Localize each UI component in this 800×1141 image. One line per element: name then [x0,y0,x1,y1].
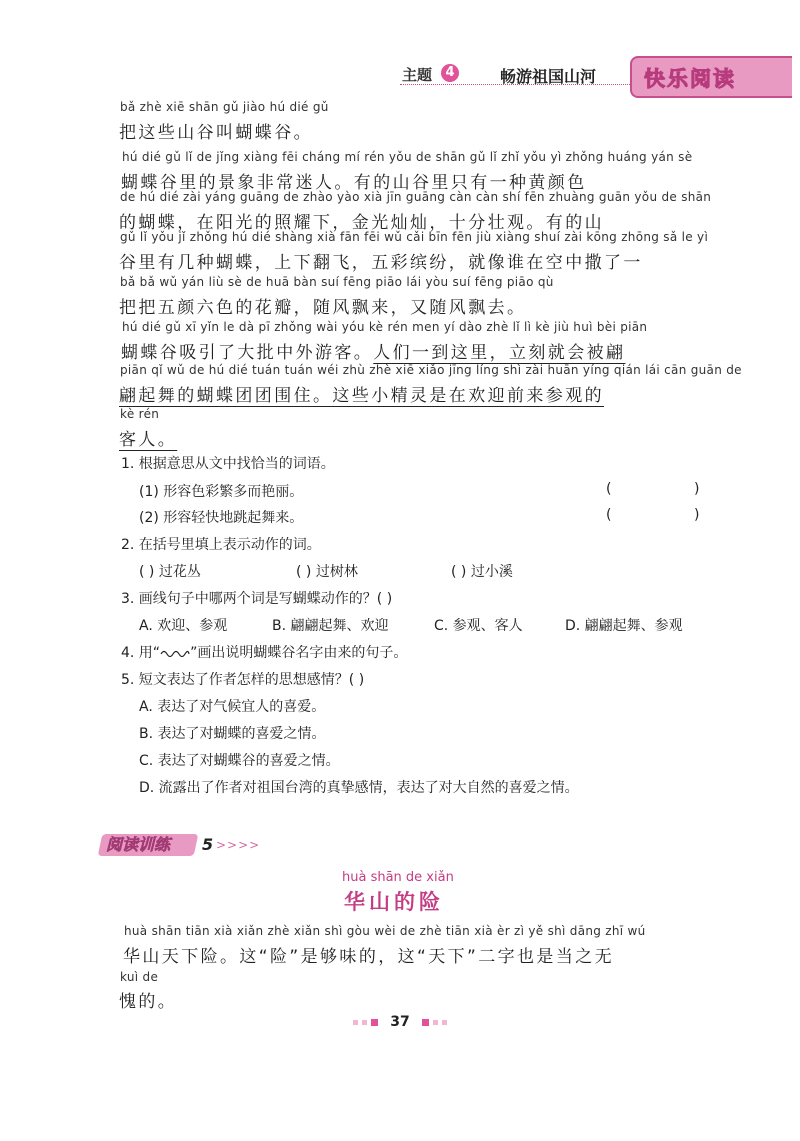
question-2: 2. 在括号里填上表示动作的词。 [121,537,321,553]
pinyin-line: hú dié gǔ xī yǐn le dà pī zhǒng wài yóu kè rén men yí dào zhè lǐ lì kè jiù huì bèi piān [122,320,648,334]
question-5-option-d: D. 流露出了作者对祖国台湾的真挚感情，表达了对大自然的喜爱之情。 [139,780,579,796]
decor-square-icon [433,1020,438,1025]
underlined-sentence: 人们一到这里，立刻就会被翩 [373,343,626,363]
answer-paren-close: ) [694,507,700,523]
pinyin-line: de hú dié zài yáng guāng de zhào yào xià jīn guāng càn càn shí fēn zhuàng guān yǒu de shān [120,190,712,204]
article-title: 华山的险 [344,890,444,914]
text-line: 把这些山谷叫蝴蝶谷。 [119,123,313,143]
pinyin-line: huà shān tiān xià xiǎn zhè xiǎn shì gòu wèi de zhè tiān xià èr zì yě shì dāng zhī wú [124,924,646,938]
decor-square-icon [353,1020,358,1025]
section-header [100,834,261,856]
question-4-suffix: ”画出说明蝴蝶谷名字由来的句子。 [190,645,408,661]
section-header-number: 5 [202,835,214,854]
question-5-option-c: C. 表达了对蝴蝶谷的喜爱之情。 [139,753,340,769]
section-badge-label: 快乐阅读 [644,67,736,91]
text-line: 把把五颜六色的花瓣，随风飘来，又随风飘去。 [119,298,527,318]
pinyin-line: piān qǐ wǔ de hú dié tuán tuán wéi zhù zhè xiē xiǎo jīng líng shì zài huān yíng qián lái cān guān de [120,363,742,377]
decor-square-icon [362,1020,367,1025]
question-3-option-b: B. 翩翩起舞、欢迎 [272,618,389,634]
question-5-option-b: B. 表达了对蝴蝶的喜爱之情。 [139,726,326,742]
section-badge [630,56,792,98]
theme-number-badge: 4 [441,64,459,82]
section-header-label: 阅读训练 [106,835,171,854]
question-3-option-c: C. 参观、客人 [434,618,523,634]
text-line: 华山天下险。这“险”是够味的，这“天下”二字也是当之无 [123,947,615,967]
page-footer [0,1014,800,1030]
pinyin-line: bǎ zhè xiē shān gǔ jiào hú dié gǔ [120,100,329,114]
text-line: 愧的。 [119,992,178,1012]
text-line [121,338,625,363]
article-title-pinyin: huà shān de xiǎn [342,870,454,885]
page-number: 37 [390,1014,410,1030]
pinyin-line: hú dié gǔ lǐ de jǐng xiàng fēi cháng mí rén yǒu de shān gǔ lǐ zhǐ yǒu yì zhǒng huáng yán sè [122,150,693,164]
question-5: 5. 短文表达了作者怎样的思想感情？( ) [121,672,365,688]
question-3-option-a: A. 欢迎、参观 [139,618,228,634]
decor-square-icon [371,1019,378,1026]
question-1-1: (1) 形容色彩繁多而艳丽。 [139,484,304,500]
answer-paren-open: ( [606,507,612,523]
question-2-a: ( ) 过花丛 [139,564,201,580]
section-arrows-icon: >>>> [216,838,261,852]
pinyin-line: kè rén [120,407,160,421]
question-2-b: ( ) 过树林 [296,564,358,580]
question-3: 3. 画线句子中哪两个词是写蝴蝶动作的？( ) [121,591,393,607]
question-2-c: ( ) 过小溪 [451,564,513,580]
question-3-option-d: D. 翩翩起舞、参观 [565,618,683,634]
underlined-sentence: 翩起舞的蝴蝶团团围住。这些小精灵是在欢迎前来参观的 [119,386,604,406]
question-1: 1. 根据意思从文中找恰当的词语。 [121,456,335,472]
wavy-line-icon [160,648,190,658]
question-4 [121,642,407,662]
answer-paren-close: ) [694,481,700,497]
text-line: 蝴蝶谷里的景象非常迷人。有的山谷里只有一种黄颜色 [121,173,587,193]
text-line: 的蝴蝶，在阳光的照耀下，金光灿灿，十分壮观。有的山 [119,213,604,233]
text-segment: 蝴蝶谷吸引了大批中外游客。 [121,343,374,363]
decor-square-icon [422,1019,429,1026]
question-1-2: (2) 形容轻快地跳起舞来。 [139,510,304,526]
pinyin-line: gǔ lǐ yǒu jǐ zhǒng hú dié shàng xià fān fēi wǔ cǎi bīn fēn jiù xiàng shuí zài kōng zhōng sǎ le yì [120,230,709,244]
theme-title: 畅游祖国山河 [500,67,597,86]
question-5-option-a: A. 表达了对气候宜人的喜爱。 [139,699,326,715]
question-4-prefix: 4. 用“ [121,645,161,661]
underlined-sentence: 客人。 [119,430,178,450]
pinyin-line: bǎ bǎ wǔ yán liù sè de huā bàn suí fēng piāo lái yòu suí fēng piāo qù [120,275,554,289]
text-line: 谷里有几种蝴蝶，上下翻飞，五彩缤纷，就像谁在空中撒了一 [119,253,643,273]
theme-label: 主题 [402,66,433,84]
decor-square-icon [442,1020,447,1025]
pinyin-line: kuì de [120,970,159,984]
answer-paren-open: ( [606,481,612,497]
